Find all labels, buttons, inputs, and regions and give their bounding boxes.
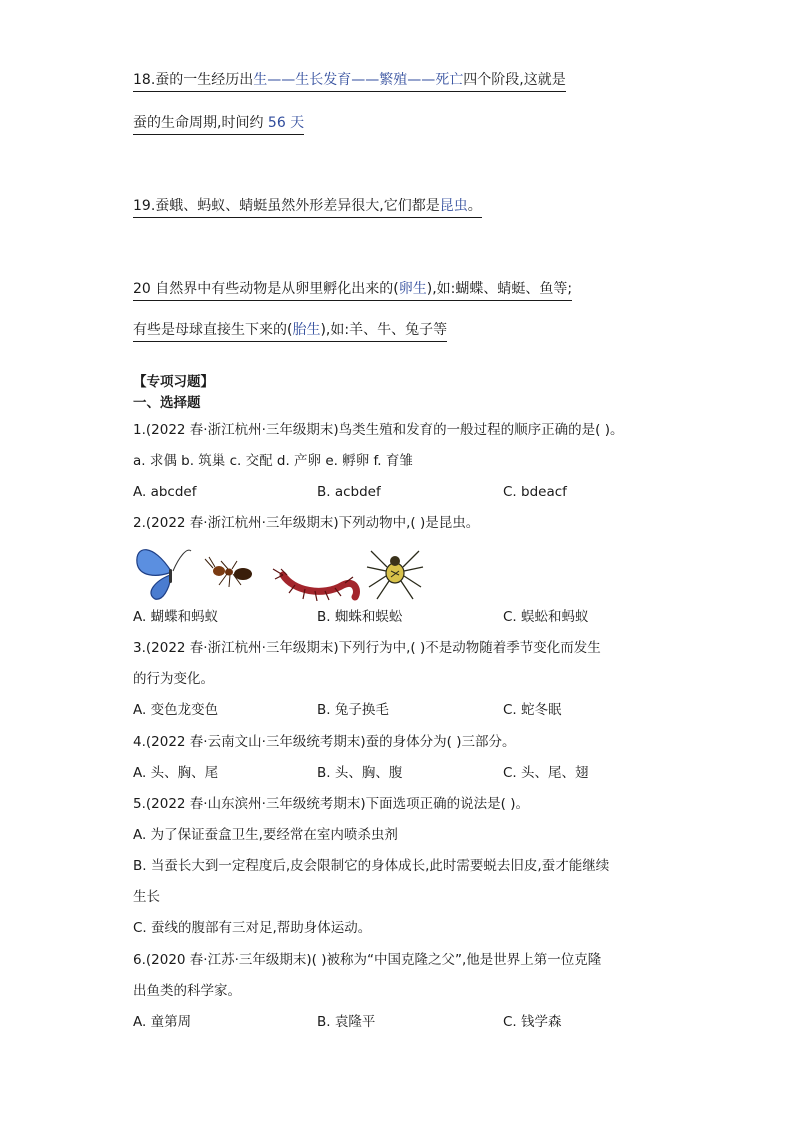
note-20-line2-end: ),如:羊、牛、兔子等: [320, 322, 448, 338]
q5-option-c[interactable]: C. 蚕线的腹部有三对足,帮助身体运动。: [133, 920, 372, 936]
q1-stem: 1.(2022 春·浙江杭州·三年级期末)鸟类生殖和发育的一般过程的顺序正确的是( )。: [133, 422, 624, 438]
q1-option-a[interactable]: A. abcdef: [133, 484, 197, 500]
note-20-text: 20 自然界中有些动物是从卵里孵化出来的(: [133, 281, 399, 297]
q2-option-c[interactable]: C. 蜈蚣和蚂蚁: [503, 609, 589, 625]
animal-pictures: [133, 541, 433, 601]
q5-option-a[interactable]: A. 为了保证蚕盒卫生,要经常在室内喷杀虫剂: [133, 827, 398, 843]
q2-option-b[interactable]: B. 蜘蛛和蜈蚣: [317, 609, 403, 625]
q6-option-a[interactable]: A. 童第周: [133, 1014, 192, 1030]
note-19: [133, 196, 482, 218]
centipede-icon: [273, 569, 357, 601]
note-18-line2-text: 蚕的生命周期,时间约: [133, 115, 268, 131]
note-18-line2-answer: 56 天: [267, 115, 305, 131]
q6-option-c[interactable]: C. 钱学森: [503, 1014, 562, 1030]
q3-option-b[interactable]: B. 兔子换毛: [317, 702, 389, 718]
q2-animal-images: [133, 541, 433, 601]
q4-option-a[interactable]: A. 头、胸、尾: [133, 765, 219, 781]
q6-option-b[interactable]: B. 袁隆平: [317, 1014, 376, 1030]
note-18-line2: [133, 113, 304, 135]
q3-stem-cont: 的行为变化。: [133, 671, 214, 687]
spider-icon: [367, 551, 423, 599]
note-20-answer: 卵生: [398, 281, 427, 297]
note-19-end: 。: [467, 198, 482, 214]
section-subtitle: 一、选择题: [133, 395, 201, 411]
note-18-answer: 生——生长发育——繁殖——死亡: [253, 72, 464, 88]
q2-stem: 2.(2022 春·浙江杭州·三年级期末)下列动物中,( )是昆虫。: [133, 515, 480, 531]
q6-stem: 6.(2020 春·江苏·三年级期末)( )被称为“中国克隆之父”,他是世界上第一位克隆: [133, 952, 602, 968]
q1-option-c[interactable]: C. bdeacf: [503, 484, 567, 500]
q2-option-a[interactable]: A. 蝴蝶和蚂蚁: [133, 609, 219, 625]
q1-steps: a. 求偶 b. 筑巢 c. 交配 d. 产卵 e. 孵卵 f. 育雏: [133, 453, 413, 469]
note-19-text: 19.蚕蛾、蚂蚁、蜻蜓虽然外形差异很大,它们都是: [133, 198, 440, 214]
q3-option-c[interactable]: C. 蛇冬眠: [503, 702, 562, 718]
note-20-text-end: ),如:蝴蝶、蜻蜓、鱼等;: [426, 281, 573, 297]
note-18-text-end: 四个阶段,这就是: [463, 72, 566, 88]
note-18-line1: [133, 70, 566, 92]
q3-option-a[interactable]: A. 变色龙变色: [133, 702, 219, 718]
q3-stem: 3.(2022 春·浙江杭州·三年级期末)下列行为中,( )不是动物随着季节变化而发生: [133, 640, 601, 656]
note-19-answer: 昆虫: [439, 198, 468, 214]
q4-option-b[interactable]: B. 头、胸、腹: [317, 765, 403, 781]
q4-stem: 4.(2022 春·云南文山·三年级统考期末)蚕的身体分为( )三部分。: [133, 734, 516, 750]
q4-option-c[interactable]: C. 头、尾、翅: [503, 765, 589, 781]
note-20-line2-text: 有些是母球直接生下来的(: [133, 322, 293, 338]
q5-option-b-cont: 生长: [133, 889, 160, 905]
q6-stem-cont: 出鱼类的科学家。: [133, 983, 241, 999]
q5-option-b[interactable]: B. 当蚕长大到一定程度后,皮会限制它的身体成长,此时需要蜕去旧皮,蚕才能继续: [133, 858, 610, 874]
note-20-line2-answer: 胎生: [292, 322, 321, 338]
ant-icon: [205, 557, 252, 587]
note-18-text: 18.蚕的一生经历出: [133, 72, 254, 88]
note-20-line1: [133, 279, 572, 301]
q5-stem: 5.(2022 春·山东滨州·三年级统考期末)下面选项正确的说法是( )。: [133, 796, 529, 812]
butterfly-icon: [137, 550, 191, 600]
note-20-line2: [133, 320, 447, 342]
section-title: 【专项习题】: [133, 374, 214, 390]
q1-option-b[interactable]: B. acbdef: [317, 484, 381, 500]
